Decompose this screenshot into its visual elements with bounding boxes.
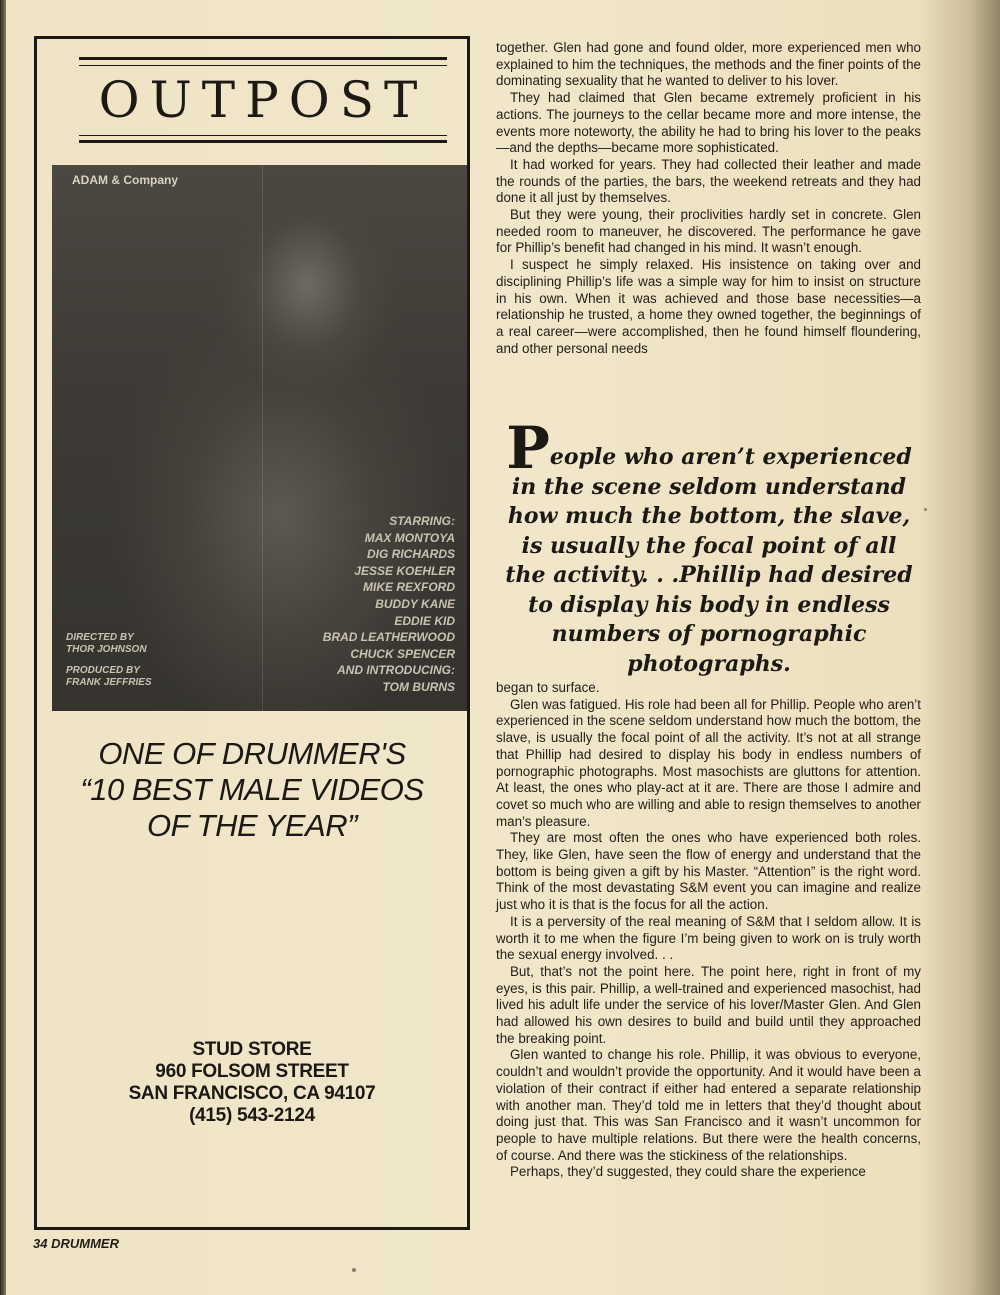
pull-quote-drop-cap: P (506, 414, 550, 482)
article-paragraph: They are most often the ones who have experienced both roles. They, like Glen, have seen the flow of energy and understand that the bottom is being given a gift by his Master. “Attention” is the right word. Think of the most devastating S&M event you can imagine and realize just who it is that is the focus for all the action. (496, 830, 921, 913)
store-phone: (415) 543-2124 (189, 1105, 315, 1126)
ad-title-rule (79, 140, 447, 143)
ad-photo (52, 165, 467, 711)
pull-quote-text: eople who aren’t experienced in the scene seldom understand how much the bottom, the slave, is usually the focal point of all the activity. . .Phillip had desired to display his body in endless numbers of pornographic photographs. (505, 444, 913, 677)
page-number: 34 (33, 1236, 48, 1251)
paper-speck (352, 1268, 356, 1272)
page-folio (33, 1236, 119, 1251)
store-city: SAN FRANCISCO, CA 94107 (128, 1083, 376, 1104)
article-column-top (496, 40, 921, 357)
photo-fold-line (262, 165, 263, 711)
cast-line: CHUCK SPENCER (350, 646, 455, 661)
store-street: 960 FOLSOM STREET (155, 1061, 349, 1082)
cast-line: MIKE REXFORD (362, 580, 455, 595)
producer-credit (66, 665, 152, 689)
store-name: STUD STORE (192, 1039, 312, 1060)
paper-speck (924, 508, 927, 511)
ad-title-rule (79, 135, 447, 136)
binding-gutter (0, 0, 6, 1295)
article-paragraph: Glen was fatigued. His role had been all for Phillip. People who aren’t experienced in the scene seldom understand how much the bottom, the slave, is usually the focal point of all the activity. It’s not at all strange that Phillip had desired to display his body in endless numbers of pornographic photographs. Most masochists are gluttons for attention. At least, the ones who play-act at it are. There are those I admire and covet so much who are willing and able to resign themselves to another man’s pleasure. (496, 696, 921, 829)
article-paragraph: It had worked for years. They had collected their leather and made the rounds of the parties, the bars, the weekend retreats and they had done it all just by themselves. (496, 156, 921, 206)
cast-line: STARRING: (389, 514, 455, 528)
article-paragraph: together. Glen had gone and found older, more experienced men who explained to him the techniques, the methods and the finer points of the dominating sexuality that he wanted to deliver to his lover. (496, 40, 921, 89)
ad-title: OUTPOST (98, 71, 428, 129)
director-label: DIRECTED BY (66, 632, 134, 643)
cast-line: TOM BURNS (382, 679, 455, 694)
ad-title-rule (79, 57, 447, 60)
cast-line: AND INTRODUCING: (337, 663, 455, 678)
cast-line: BUDDY KANE (375, 596, 455, 611)
cast-line: EDDIE KID (394, 613, 455, 628)
article-column-bottom (496, 680, 921, 1181)
tagline-line: “10 BEST MALE VIDEOS (80, 772, 424, 807)
article-paragraph: Glen wanted to change his role. Phillip, it was obvious to everyone, couldn’t and wouldn’t provide the opportunity. And it would have been a violation of their contract if either had entered a separate relationship with another man. They’d told me in letters that they’d thought about doing just that. This was San Francisco and it wasn’t uncommon for people to have multiple relations. But there were the health concerns, of course. And there was the stickiness of the relationships. (496, 1047, 921, 1163)
article-paragraph: They had claimed that Glen became extremely proficient in his actions. The journeys to the cellar became more and more intense, the events more noteworty, the ability he had to bring his lover to the peaks—and the depths—became more sophisticated. (496, 90, 921, 156)
article-paragraph: But, that’s not the point here. The point here, right in front of my eyes, is this pair. Phillip, a well-trained and experienced masochist, had lived his adult life under the service of his lover/Master Glen. And Glen had allowed his own desires to build and build until they approached the breaking point. (496, 963, 921, 1046)
article-paragraph: began to surface. (496, 680, 600, 695)
producer-label: PRODUCED BY (66, 665, 140, 676)
article-paragraph: But they were young, their proclivities hardly set in concrete. Glen needed room to maneuver, he discovered. The performance he gave for Phillip’s benefit had changed in his mind. It wasn’t enough. (496, 207, 921, 256)
pull-quote (500, 414, 918, 679)
advertisement-box (34, 36, 470, 1230)
tagline-line: ONE OF DRUMMER'S (98, 736, 406, 771)
store-address (37, 1039, 467, 1127)
ad-title-rule (79, 65, 447, 66)
cast-line: DIG RICHARDS (366, 547, 455, 562)
article-paragraph: I suspect he simply relaxed. His insistence on taking over and disciplining Phillip’s life was a simple way for him to insist on structure in his own. When it was achieved and those base necessities—a relationship he trusted, a home they owned together, the beginnings of a real career—were accomplished, then he found himself floundering, and other personal needs (496, 257, 921, 356)
cast-line: BRAD LEATHERWOOD (322, 630, 455, 645)
cast-credits (323, 513, 455, 696)
magazine-name: DRUMMER (51, 1236, 119, 1251)
studio-name: ADAM & Company (72, 173, 179, 187)
ad-tagline (47, 736, 457, 844)
article-paragraph: It is a perversity of the real meaning of S&M that I seldom allow. It is worth it to me when the figure I’m being given to work on is truly worth the sexual energy involved. . . (496, 913, 921, 963)
director-name: THOR JOHNSON (66, 644, 147, 655)
director-credit (66, 632, 147, 656)
article-paragraph: Perhaps, they’d suggested, they could share the experience (510, 1164, 866, 1180)
producer-name: FRANK JEFFRIES (66, 677, 152, 688)
cast-line: JESSE KOEHLER (354, 563, 455, 578)
cast-line: MAX MONTOYA (364, 530, 455, 545)
tagline-line: OF THE YEAR” (147, 808, 357, 843)
